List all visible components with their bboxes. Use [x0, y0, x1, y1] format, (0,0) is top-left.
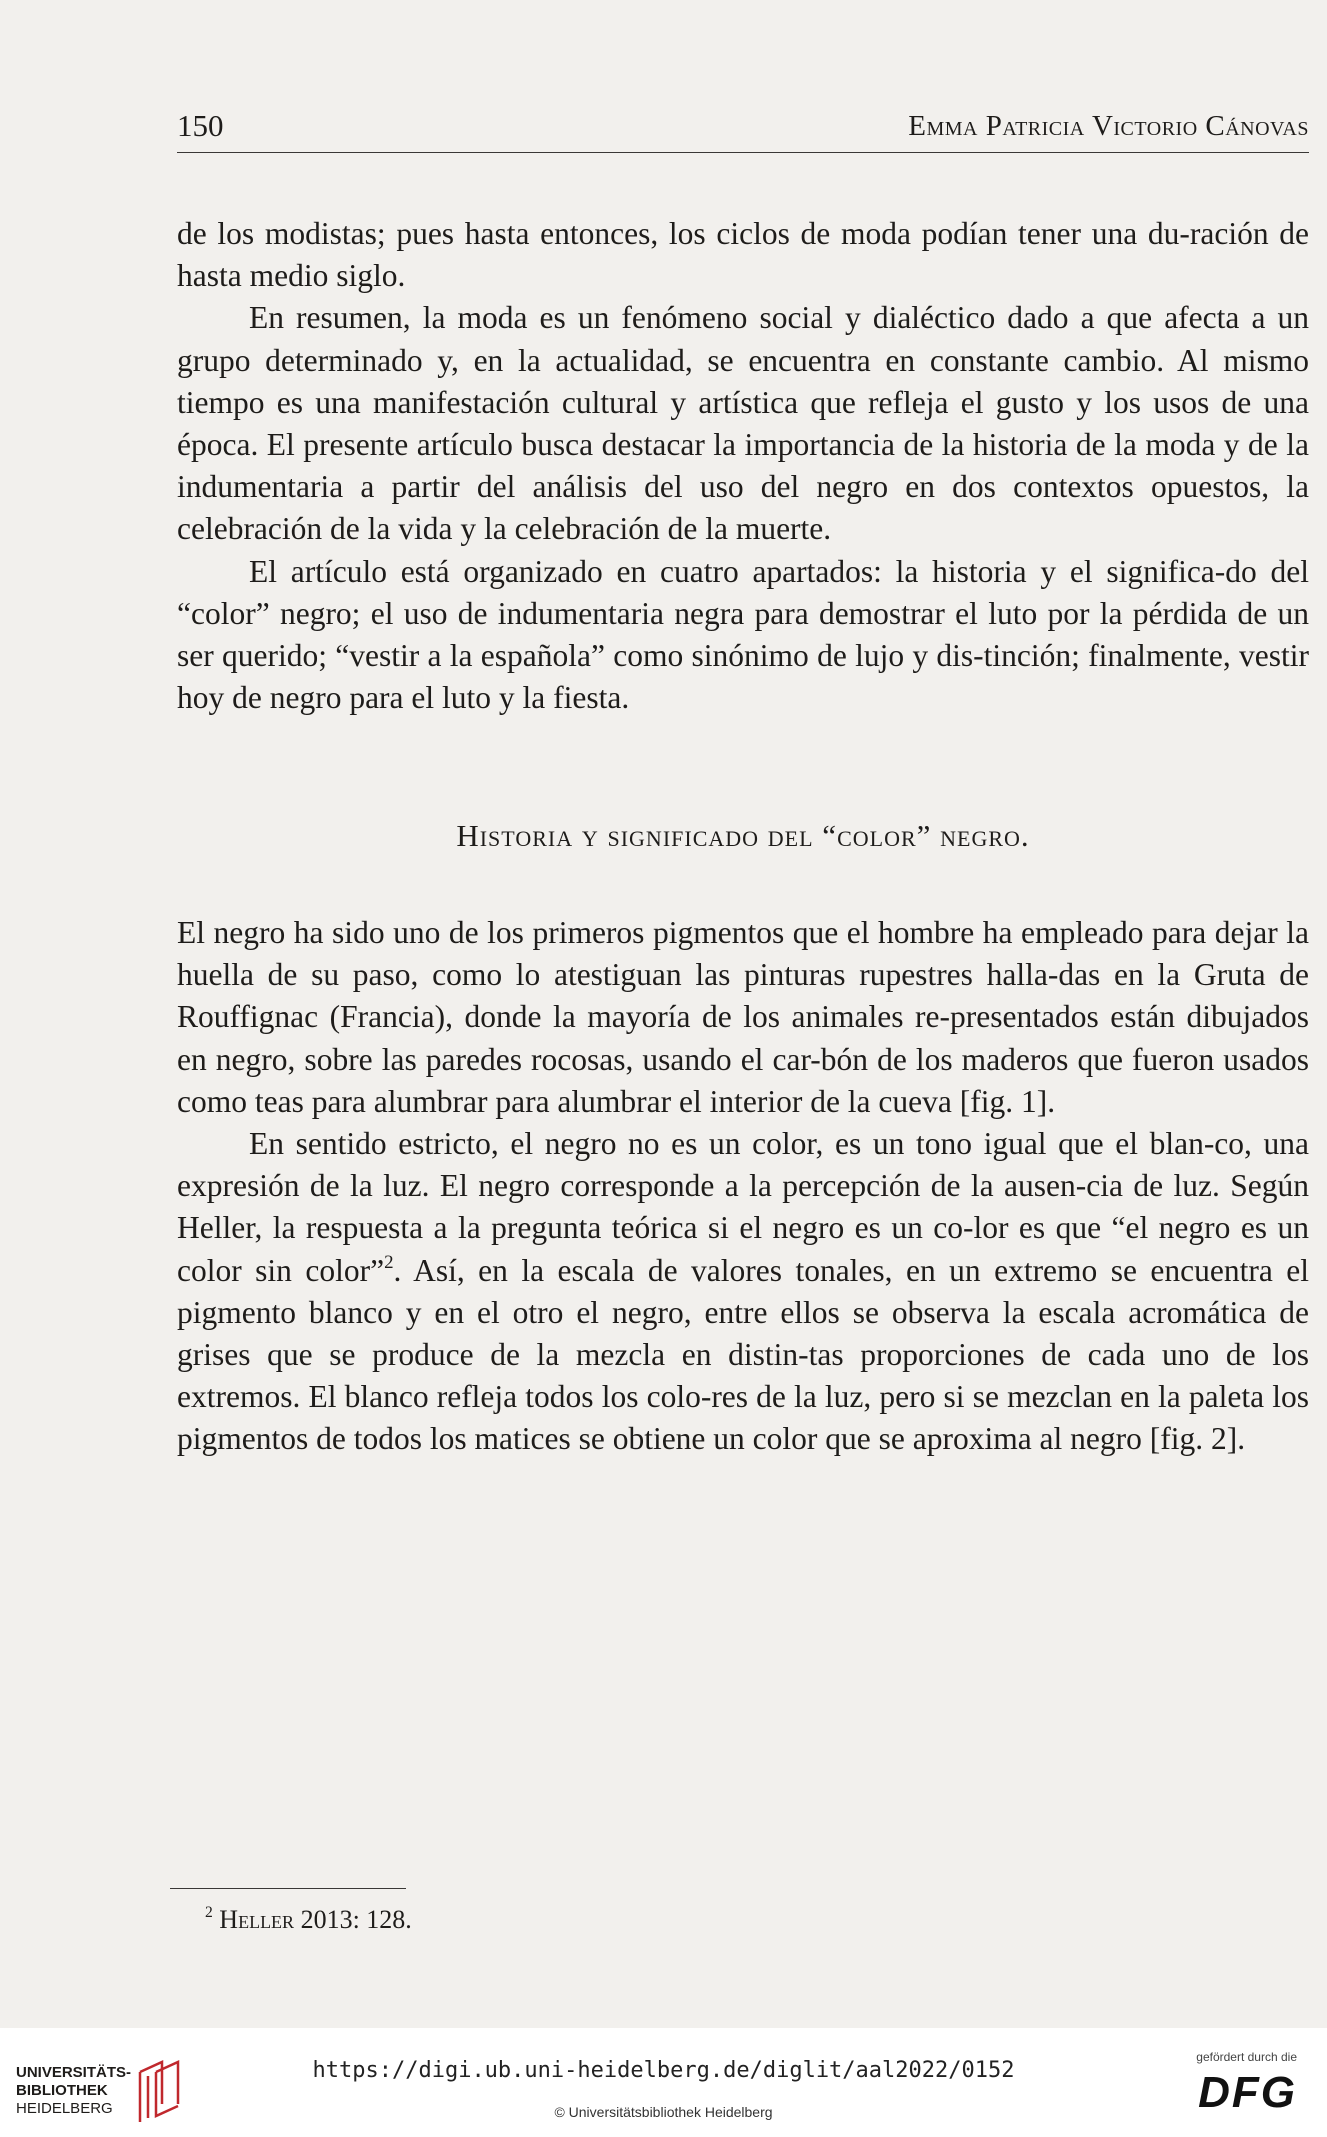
footnote: [205, 1905, 412, 1935]
section-text: [177, 912, 1309, 1461]
funder-caption: gefördert durch die: [1196, 2050, 1297, 2064]
paragraph: En resumen, la moda es un fenómeno social y dialéctico dado a que afecta a un grupo determinado y, en la actualidad, se encuentra en constante cambio. Al mismo tiempo es una manifestación cultural y artística que refleja el gusto y los usos de una época. El presente artículo busca destacar la importancia de la historia de la moda y de la indumentaria a partir del análisis del uso del negro en dos contextos opuestos, la celebración de la vida y la celebración de la muerte.: [177, 300, 1309, 547]
footnote-citation: 2013: 128.: [294, 1905, 412, 1934]
footnote-reference[interactable]: 2: [384, 1251, 394, 1273]
page-number: 150: [177, 108, 224, 143]
page-header: [177, 108, 1309, 153]
footnote-rule: [170, 1888, 406, 1889]
library-name-line: BIBLIOTHEK: [16, 2082, 108, 2099]
intro-text: [177, 213, 1309, 719]
footnote-author: Heller: [219, 1905, 295, 1934]
paragraph-text: En sentido estricto, el negro no es un color, es un tono igual que el blan-co, una expresión de la luz. El negro corresponde a la percepción de la ausen-cia de luz. Según Heller, la respuesta a la pregunta teórica si el negro es un co-lor es que “el negro es un color sin color”: [177, 1126, 1309, 1288]
paragraph: El artículo está organizado en cuatro apartados: la historia y el significa-do del “color” negro; el uso de indumentaria negra para demostrar el luto por la pérdida de un ser querido; “vestir a la española” como sinónimo de lujo y dis-tinción; finalmente, vestir hoy de negro para el luto y la fiesta.: [177, 553, 1309, 716]
running-head: Emma Patricia Victorio Cánovas: [908, 110, 1309, 142]
paragraph: El negro ha sido uno de los primeros pigmentos que el hombre ha empleado para dejar la huella de su paso, como lo atestiguan las pinturas rupestres halla-das en la Gruta de Rouffignac (Francia), donde la mayoría de los animales re-presentados están dibujados en negro, sobre las paredes rocosas, usando el car-bón de los maderos que fueron usados como teas para alumbrar para alumbrar el interior de la cueva [fig. 1].: [177, 915, 1309, 1119]
copyright-notice: © Universitätsbibliothek Heidelberg: [554, 2104, 773, 2120]
library-name-line: UNIVERSITÄTS-: [16, 2064, 132, 2081]
paragraph-text: . Así, en la escala de valores tonales, en un extremo se encuentra el pigmento blanco y en el otro el negro, entre ellos se observa la escala acromática de grises que se produce de la mezcla en distin-tas proporciones de cada uno de los extremos. El blanco refleja todos los colo-res de la luz, pero si se mezclan en la paleta los pigmentos de todos los matices se obtiene un color que se aproxima al negro [fig. 2].: [177, 1252, 1309, 1457]
paragraph: [177, 1123, 1309, 1461]
permalink-url[interactable]: https://digi.ub.uni-heidelberg.de/diglit/aal2022/0152: [312, 2058, 1015, 2083]
paragraph: de los modistas; pues hasta entonces, los ciclos de moda podían tener una du-ración de hasta medio siglo.: [177, 216, 1309, 294]
section-heading: Historia y significado del “color” negro.: [456, 818, 1030, 853]
library-name-line: HEIDELBERG: [16, 2100, 113, 2117]
footnote-number: 2: [205, 1904, 213, 1922]
dfg-logo[interactable]: DFG: [1198, 2068, 1297, 2117]
digitization-footer: [0, 2028, 1327, 2137]
